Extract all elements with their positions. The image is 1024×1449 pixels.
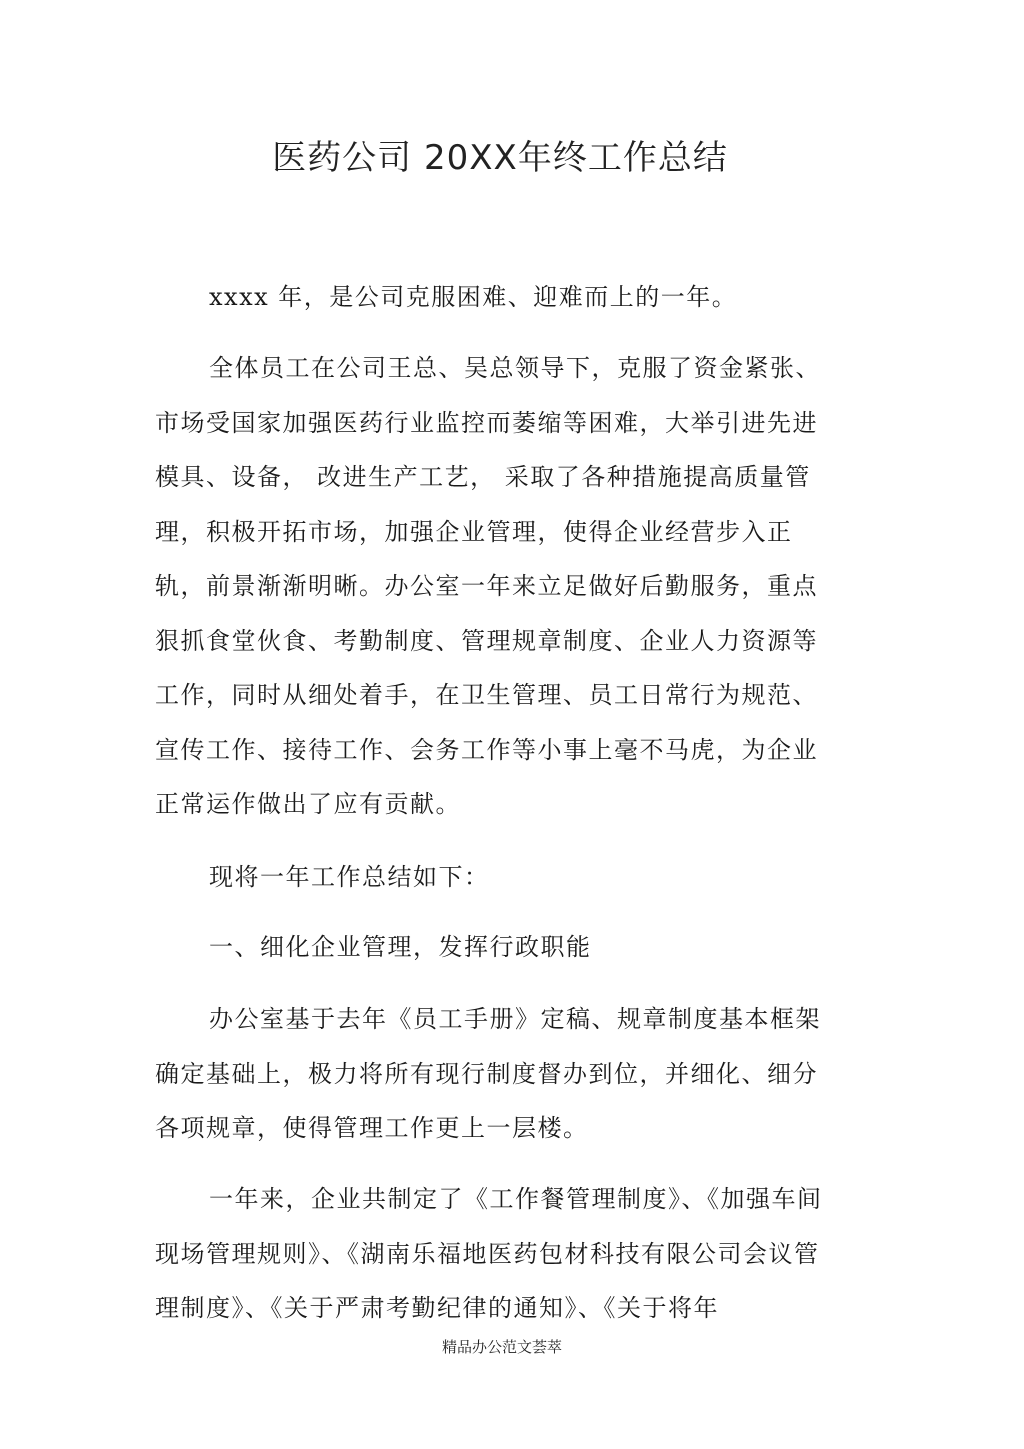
paragraph-overview: 全体员工在公司王总、吴总领导下，克服了资金紧张、市场受国家加强医药行业监控而萎缩等困难，大举引进先进模具、设备， 改进生产工艺， 采取了各种措施提高质量管理，积极开拓市场，加强企业管理，使得企业经营步入正轨，前景渐渐明晰。办公室一年来立足做好后勤服务，重点狠抓食堂伙食、考勤制度、管理规章制度、企业人力资源等工作，同时从细处着手，在卫生管理、员工日常行为规范、宣传工作、接待工作、会务工作等小事上毫不马虎，为企业正常运作做出了应有贡献。 — [155, 354, 821, 818]
section-heading-1: 一、细化企业管理，发挥行政职能 — [209, 933, 592, 961]
document-title: 医药公司 20XX年终工作总结 — [272, 138, 728, 178]
paragraph-regulations: 一年来，企业共制定了《工作餐管理制度》、《加强车间现场管理规则》、《湖南乐福地医药包材科技有限公司会议管理制度》、《关于严肃考勤纪律的通知》、《关于将年 — [155, 1185, 823, 1322]
paragraph-intro: xxxx 年，是公司克服困难、迎难而上的一年。 — [209, 283, 738, 311]
paragraph-summary-lead: 现将一年工作总结如下： — [209, 863, 490, 891]
paragraph-section-1-body: 办公室基于去年《员工手册》定稿、规章制度基本框架确定基础上，极力将所有现行制度督办到位，并细化、细分各项规章，使得管理工作更上一层楼。 — [155, 1005, 821, 1142]
page-footer: 精品办公范文荟萃 — [441, 1338, 562, 1356]
